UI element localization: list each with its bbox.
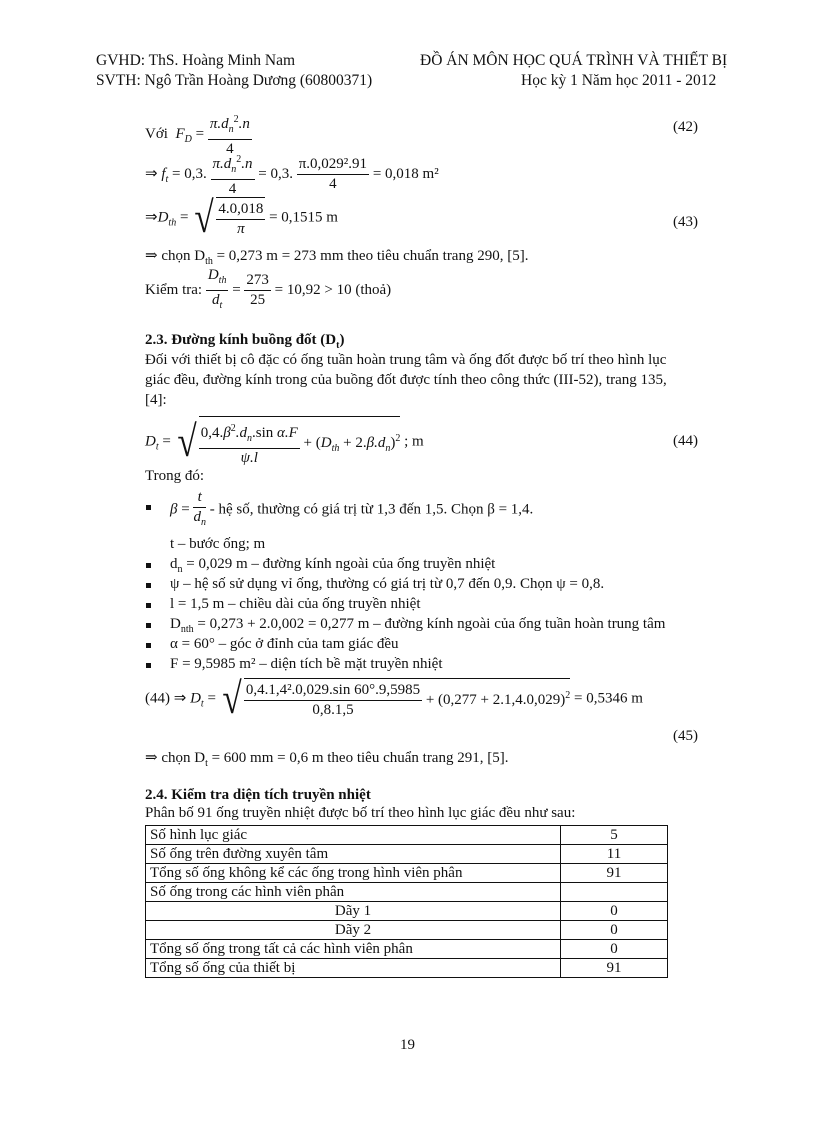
equation-ft: ⇒ $f_t = 0,3$. $\frac{\pi.d_n^2.n}{4}$ = 0,3. $\frac{\text{π.0,029².91}}{4}$ = 0,018 m² bbox=[145, 150, 439, 199]
table-row bbox=[146, 864, 668, 883]
bullet-marker bbox=[146, 583, 151, 588]
bullet-step: t – bước ống; m bbox=[170, 536, 266, 552]
equation-number-42: (42) bbox=[673, 119, 698, 135]
section-2-3-heading: 2.3. Đường kính buồng đốt $(D_t)$ bbox=[145, 332, 345, 351]
section-2-4-heading: 2.4. Kiểm tra diện tích truyền nhiệt bbox=[145, 787, 371, 803]
table-row bbox=[146, 940, 668, 959]
table-cell-value: 0 bbox=[561, 921, 668, 940]
table-row bbox=[146, 845, 668, 864]
equation-dt-result: (44) ⇒ $D_t$ = √ $\frac{\text{0,4.1,4².0,029.sin 60°.9,5985}}{0,8.1,5}$ + $(0,277 + 2.1,4.0,029)^2 = 0,5346$ m bbox=[145, 674, 643, 723]
table-cell-label: Tổng số ống của thiết bị bbox=[146, 959, 561, 978]
equation-fd: Với $F_D$ = $\frac{\pi.d_n^2.n}{4}$ bbox=[145, 110, 252, 159]
bullet-psi: ψ – hệ số sử dụng vỉ ống, thường có giá trị từ 0,7 đến 0,9. Chọn ψ = 0,8. bbox=[170, 576, 605, 592]
bullet-marker bbox=[146, 623, 151, 628]
bullet-alpha: α = 60° – góc ở đỉnh của tam giác đều bbox=[170, 636, 399, 652]
table-cell-label: Dãy 2 bbox=[146, 921, 561, 940]
header-student: SVTH: Ngô Trần Hoàng Dương (60800371) bbox=[96, 72, 373, 89]
bullet-dn: $d_n = 0,029$ m – đường kính ngoài của ống truyền nhiệt bbox=[170, 556, 496, 575]
tube-distribution-table bbox=[145, 825, 668, 978]
table-cell-value: 0 bbox=[561, 940, 668, 959]
table-row bbox=[146, 959, 668, 978]
header-semester: Học kỳ 1 Năm học 2011 - 2012 bbox=[521, 72, 717, 89]
bullet-marker bbox=[146, 643, 151, 648]
table-cell-value: 0 bbox=[561, 902, 668, 921]
table-cell-value: 11 bbox=[561, 845, 668, 864]
page-number: 19 bbox=[400, 1037, 415, 1053]
check-ratio: Kiểm tra: $\frac{D_{th}}{d_t}$ = $\frac{273}{25}$ = 10,92 > 10 (thoả) bbox=[145, 267, 392, 311]
bullet-marker bbox=[146, 663, 151, 668]
table-cell-value bbox=[561, 883, 668, 902]
section-2-4-para: Phân bố 91 ống truyền nhiệt được bố trí theo hình lục giác đều như sau: bbox=[145, 805, 576, 821]
table-row bbox=[146, 902, 668, 921]
equation-number-43: (43) bbox=[673, 214, 698, 230]
choose-dth-text: ⇒ chọn $D_{th} = 0,273$ m = 273 mm theo tiêu chuẩn trang 290, [5]. bbox=[145, 248, 529, 267]
section-2-3-para-line2: giác đều, đường kính trong của buồng đốt được tính theo công thức (III-52), trang 135, bbox=[145, 372, 667, 388]
bullet-length: l = 1,5 m – chiều dài của ống truyền nhiệt bbox=[170, 596, 421, 612]
equation-number-44: (44) bbox=[673, 433, 698, 449]
equation-dt: $D_t$ = √ $\frac{0,4.\beta^2.d_n.\sin \alpha.F}{\psi.l}$ + $(D_{th} + 2.\beta.d_n)^2$ ; m bbox=[145, 417, 424, 466]
bullet-area: F = 9,5985 m² – diện tích bề mặt truyền nhiệt bbox=[170, 656, 443, 672]
header-course-title: ĐỒ ÁN MÔN HỌC QUÁ TRÌNH VÀ THIẾT BỊ bbox=[420, 52, 728, 69]
table-cell-label: Tổng số ống không kể các ống trong hình viên phân bbox=[146, 864, 561, 883]
table-cell-label: Số ống trên đường xuyên tâm bbox=[146, 845, 561, 864]
bullet-marker bbox=[146, 603, 151, 608]
bullet-marker bbox=[146, 563, 151, 568]
table-cell-label: Dãy 1 bbox=[146, 902, 561, 921]
table-cell-value: 5 bbox=[561, 826, 668, 845]
table-row bbox=[146, 883, 668, 902]
table-cell-label: Tổng số ống trong tất cả các hình viên phân bbox=[146, 940, 561, 959]
section-2-3-para-line1: Đối với thiết bị cô đặc có ống tuần hoàn trung tâm và ống đốt được bố trí theo hình lục bbox=[145, 352, 667, 368]
equation-dth: $\Rightarrow D_{th}$ = √ $\frac{4.0,018}{\pi}$ = 0,1515 m bbox=[145, 193, 338, 242]
where-label: Trong đó: bbox=[145, 468, 205, 484]
table-cell-label: Số ống trong các hình viên phân bbox=[146, 883, 561, 902]
equation-number-45: (45) bbox=[673, 728, 698, 744]
table-cell-value: 91 bbox=[561, 864, 668, 883]
section-2-3-para-line3: [4]: bbox=[145, 392, 167, 408]
bullet-beta: β = $\frac{t}{d_n}$ - hệ số, thường có giá trị từ 1,3 đến 1,5. Chọn β = 1,4. bbox=[170, 489, 534, 528]
table-cell-label: Số hình lục giác bbox=[146, 826, 561, 845]
bullet-dnth: $D_{nth} = 0,273 + 2.0,002 = 0,277$ m – đường kính ngoài của ống tuần hoàn trung tâm bbox=[170, 616, 666, 635]
header-advisor: GVHD: ThS. Hoàng Minh Nam bbox=[96, 52, 296, 69]
table-row bbox=[146, 921, 668, 940]
table-row bbox=[146, 826, 668, 845]
bullet-marker bbox=[146, 505, 151, 510]
choose-dt-text: ⇒ chọn $D_t = 600$ mm = 0,6 m theo tiêu chuẩn trang 291, [5]. bbox=[145, 750, 509, 769]
table-cell-value: 91 bbox=[561, 959, 668, 978]
